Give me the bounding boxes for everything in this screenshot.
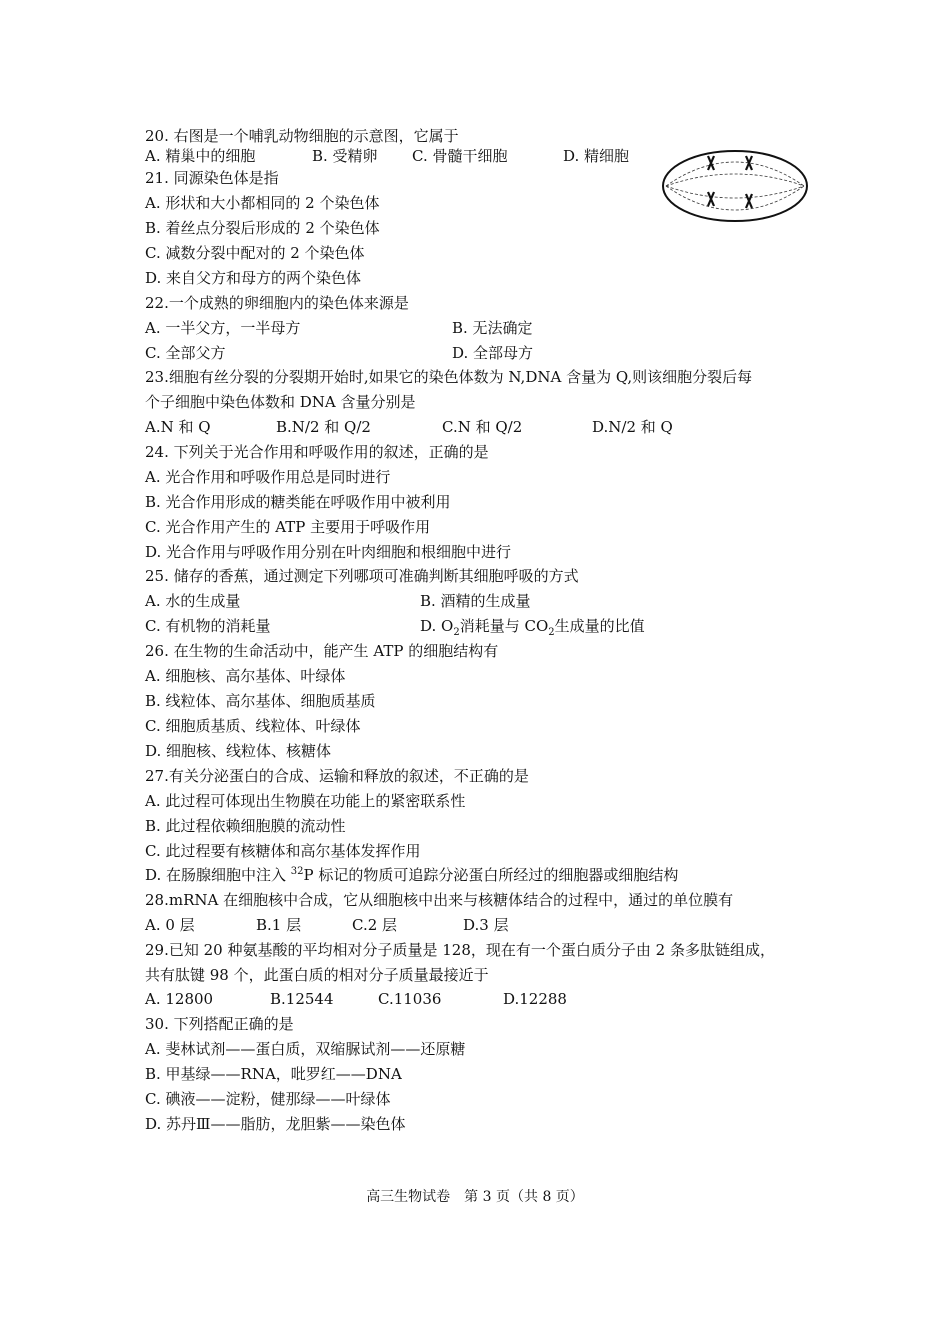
question-22-stem: 22.一个成熟的卵细胞内的染色体来源是 bbox=[145, 294, 409, 312]
q30-option-b: B. 甲基绿——RNA，吡罗红——DNA bbox=[145, 1065, 402, 1083]
cell-division-diagram bbox=[660, 148, 810, 224]
q24-option-b: B. 光合作用形成的糖类能在呼吸作用中被利用 bbox=[145, 493, 451, 511]
q20-option-d: D. 精细胞 bbox=[563, 147, 630, 165]
question-23-stem-line2: 个子细胞中染色体数和 DNA 含量分别是 bbox=[145, 393, 416, 411]
q21-option-d: D. 来自父方和母方的两个染色体 bbox=[145, 269, 362, 287]
q20-option-b: B. 受精卵 bbox=[312, 147, 378, 165]
q24-option-c: C. 光合作用产生的 ATP 主要用于呼吸作用 bbox=[145, 518, 431, 536]
q29-option-d: D.12288 bbox=[503, 990, 567, 1008]
question-20-stem: 20. 右图是一个哺乳动物细胞的示意图，它属于 bbox=[145, 127, 459, 145]
question-24-stem: 24. 下列关于光合作用和呼吸作用的叙述，正确的是 bbox=[145, 443, 489, 461]
question-27-stem: 27.有关分泌蛋白的合成、运输和释放的叙述，不正确的是 bbox=[145, 767, 529, 785]
q26-option-d: D. 细胞核、线粒体、核糖体 bbox=[145, 742, 332, 760]
q25-option-d: D. $O_2$消耗量与 $CO_2$生成量的比值 bbox=[420, 617, 645, 638]
q28-option-b: B.1 层 bbox=[256, 916, 302, 934]
chromosome-icons bbox=[708, 156, 752, 208]
question-28-stem: 28.mRNA 在细胞核中合成，它从细胞核中出来与核糖体结合的过程中，通过的单位膜有 bbox=[145, 891, 734, 909]
q29-option-b: B.12544 bbox=[270, 990, 334, 1008]
q21-option-c: C. 减数分裂中配对的 2 个染色体 bbox=[145, 244, 365, 262]
q22-option-a: A. 一半父方，一半母方 bbox=[145, 319, 301, 337]
q25-option-c: C. 有机物的消耗量 bbox=[145, 617, 271, 635]
q29-option-c: C.11036 bbox=[378, 990, 442, 1008]
q27-option-a: A. 此过程可体现出生物膜在功能上的紧密联系性 bbox=[145, 792, 466, 810]
q24-option-d: D. 光合作用与呼吸作用分别在叶肉细胞和根细胞中进行 bbox=[145, 543, 512, 561]
q30-option-d: D. 苏丹Ⅲ——脂肪，龙胆紫——染色体 bbox=[145, 1115, 406, 1133]
q26-option-b: B. 线粒体、高尔基体、细胞质基质 bbox=[145, 692, 376, 710]
q23-option-a: A.N 和 Q bbox=[145, 418, 211, 436]
q28-option-a: A. 0 层 bbox=[145, 916, 195, 934]
q26-option-a: A. 细胞核、高尔基体、叶绿体 bbox=[145, 667, 346, 685]
q23-option-d: D.N/2 和 Q bbox=[592, 418, 673, 436]
q27-option-b: B. 此过程依赖细胞膜的流动性 bbox=[145, 817, 346, 835]
q23-option-c: C.N 和 Q/2 bbox=[442, 418, 523, 436]
q23-option-b: B.N/2 和 Q/2 bbox=[276, 418, 371, 436]
question-23-stem-line1: 23.细胞有丝分裂的分裂期开始时,如果它的染色体数为 N,DNA 含量为 Q,则该细胞分裂后每 bbox=[145, 368, 753, 386]
question-29-stem-line1: 29.已知 20 种氨基酸的平均相对分子质量是 128，现在有一个蛋白质分子由 2 条多肽链组成， bbox=[145, 941, 775, 959]
q24-option-a: A. 光合作用和呼吸作用总是同时进行 bbox=[145, 468, 391, 486]
q22-option-d: D. 全部母方 bbox=[452, 344, 534, 362]
q28-option-c: C.2 层 bbox=[352, 916, 398, 934]
q20-option-a: A. 精巢中的细胞 bbox=[145, 147, 256, 165]
q21-option-b: B. 着丝点分裂后形成的 2 个染色体 bbox=[145, 219, 380, 237]
question-26-stem: 26. 在生物的生命活动中，能产生 ATP 的细胞结构有 bbox=[145, 642, 499, 660]
q30-option-c: C. 碘液——淀粉，健那绿——叶绿体 bbox=[145, 1090, 391, 1108]
q22-option-b: B. 无法确定 bbox=[452, 319, 533, 337]
q27-option-c: C. 此过程要有核糖体和高尔基体发挥作用 bbox=[145, 842, 421, 860]
q30-option-a: A. 斐林试剂——蛋白质，双缩脲试剂——还原糖 bbox=[145, 1040, 466, 1058]
page-footer: 高三生物试卷 第 3 页（共 8 页） bbox=[366, 1189, 584, 1205]
q26-option-c: C. 细胞质基质、线粒体、叶绿体 bbox=[145, 717, 361, 735]
q25-option-a: A. 水的生成量 bbox=[145, 592, 241, 610]
q27-option-d: D. 在肠腺细胞中注入 $^{32}$P 标记的物质可追踪分泌蛋白所经过的细胞器或细胞结构 bbox=[145, 866, 679, 884]
question-21-stem: 21. 同源染色体是指 bbox=[145, 169, 279, 187]
q20-option-c: C. 骨髓干细胞 bbox=[412, 147, 508, 165]
question-29-stem-line2: 共有肽键 98 个，此蛋白质的相对分子质量最接近于 bbox=[145, 966, 489, 984]
q21-option-a: A. 形状和大小都相同的 2 个染色体 bbox=[145, 194, 380, 212]
question-30-stem: 30. 下列搭配正确的是 bbox=[145, 1015, 294, 1033]
q29-option-a: A. 12800 bbox=[145, 990, 214, 1008]
question-25-stem: 25. 储存的香蕉，通过测定下列哪项可准确判断其细胞呼吸的方式 bbox=[145, 567, 579, 585]
q22-option-c: C. 全部父方 bbox=[145, 344, 226, 362]
q28-option-d: D.3 层 bbox=[463, 916, 509, 934]
q25-option-b: B. 酒精的生成量 bbox=[420, 592, 531, 610]
